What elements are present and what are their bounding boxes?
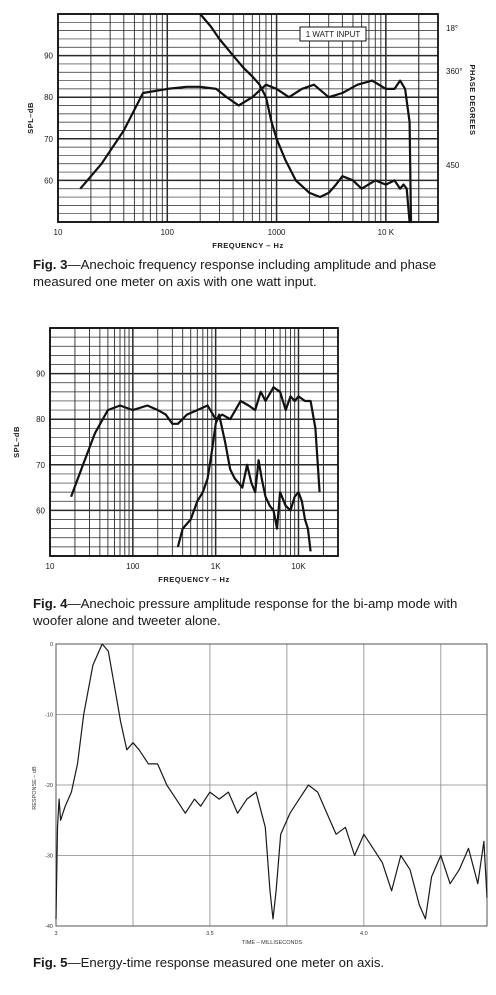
- figure-4-caption-label: Fig. 4: [33, 596, 68, 611]
- fig3-y-tick-label: 70: [44, 134, 53, 144]
- fig4-x-tick-label: 1K: [210, 562, 221, 571]
- fig5-y-tick-label: 0: [49, 642, 53, 648]
- fig3-y-tick-label: 60: [44, 176, 53, 186]
- fig3-y2-tick-label: 360°: [446, 67, 463, 76]
- fig4-y-tick-label: 80: [36, 415, 45, 425]
- fig3-y2-tick-label: 18°: [446, 24, 459, 33]
- fig4-y-tick-label: 90: [36, 369, 45, 379]
- figure-5-caption-text: —Energy-time response measured one meter on axis.: [67, 955, 385, 970]
- fig4-x-tick-label: 10K: [291, 562, 306, 571]
- fig4-series-1-line: [71, 387, 320, 496]
- fig3-x-tick-label: 100: [160, 228, 174, 237]
- figure-3-caption-label: Fig. 3: [33, 257, 68, 272]
- fig5-y-axis-label: RESPONSE – dB: [32, 766, 38, 810]
- fig4-x-tick-label: 100: [126, 562, 140, 571]
- figure-5-chart: [0, 638, 496, 946]
- fig3-y2-tick-label: 450: [446, 161, 460, 170]
- figure-3: [0, 0, 496, 325]
- fig5-y-tick-label: -20: [45, 783, 53, 789]
- figure-3-caption-text: —Anechoic frequency response including amplitude and phase measured one meter on axis with one watt input.: [33, 257, 437, 289]
- fig3-y-tick-label: 90: [44, 51, 53, 61]
- fig4-x-axis-label: FREQUENCY – Hz: [158, 575, 230, 584]
- fig3-series-2-line: [200, 14, 411, 222]
- fig4-y-axis-label: SPL–dB: [12, 426, 21, 458]
- figure-4-caption-text: —Anechoic pressure amplitude response for the bi-amp mode with woofer alone and tweeter alone.: [33, 596, 458, 628]
- fig5-y-tick-label: -40: [45, 924, 53, 930]
- fig4-y-tick-label: 60: [36, 506, 45, 516]
- figure-4: [0, 320, 496, 640]
- fig3-y-axis-label: SPL–dB: [26, 102, 35, 134]
- fig3-y2-axis-label: PHASE DEGREES: [468, 64, 477, 136]
- fig3-y-tick-label: 80: [44, 93, 53, 103]
- figure-3-caption: [33, 256, 488, 290]
- figure-5-caption: [33, 954, 488, 971]
- fig3-x-tick-label: 10 K: [377, 228, 395, 237]
- fig5-series-1-line: [56, 644, 487, 919]
- fig5-x-axis-label: TIME – MILLISECONDS: [241, 940, 303, 946]
- figure-4-caption: [33, 595, 488, 629]
- fig3-x-tick-label: 1000: [267, 228, 286, 237]
- fig4-y-tick-label: 70: [36, 460, 45, 470]
- fig5-x-tick-label: 3.5: [206, 931, 214, 937]
- fig3-x-tick-label: 10: [53, 228, 63, 237]
- figure-5-caption-label: Fig. 5: [33, 955, 68, 970]
- figure-5: [0, 638, 496, 995]
- figure-3-chart: [0, 0, 496, 250]
- fig5-y-tick-label: -30: [45, 853, 53, 860]
- fig4-x-tick-label: 10: [45, 562, 55, 571]
- fig5-x-tick-label: 3: [54, 931, 58, 937]
- fig3-annotation: 1 WATT INPUT: [305, 30, 361, 39]
- figure-4-chart: [0, 320, 496, 595]
- fig5-y-tick-label: -10: [45, 712, 53, 719]
- fig3-x-axis-label: FREQUENCY – Hz: [212, 241, 284, 250]
- fig5-x-tick-label: 4.0: [360, 931, 368, 937]
